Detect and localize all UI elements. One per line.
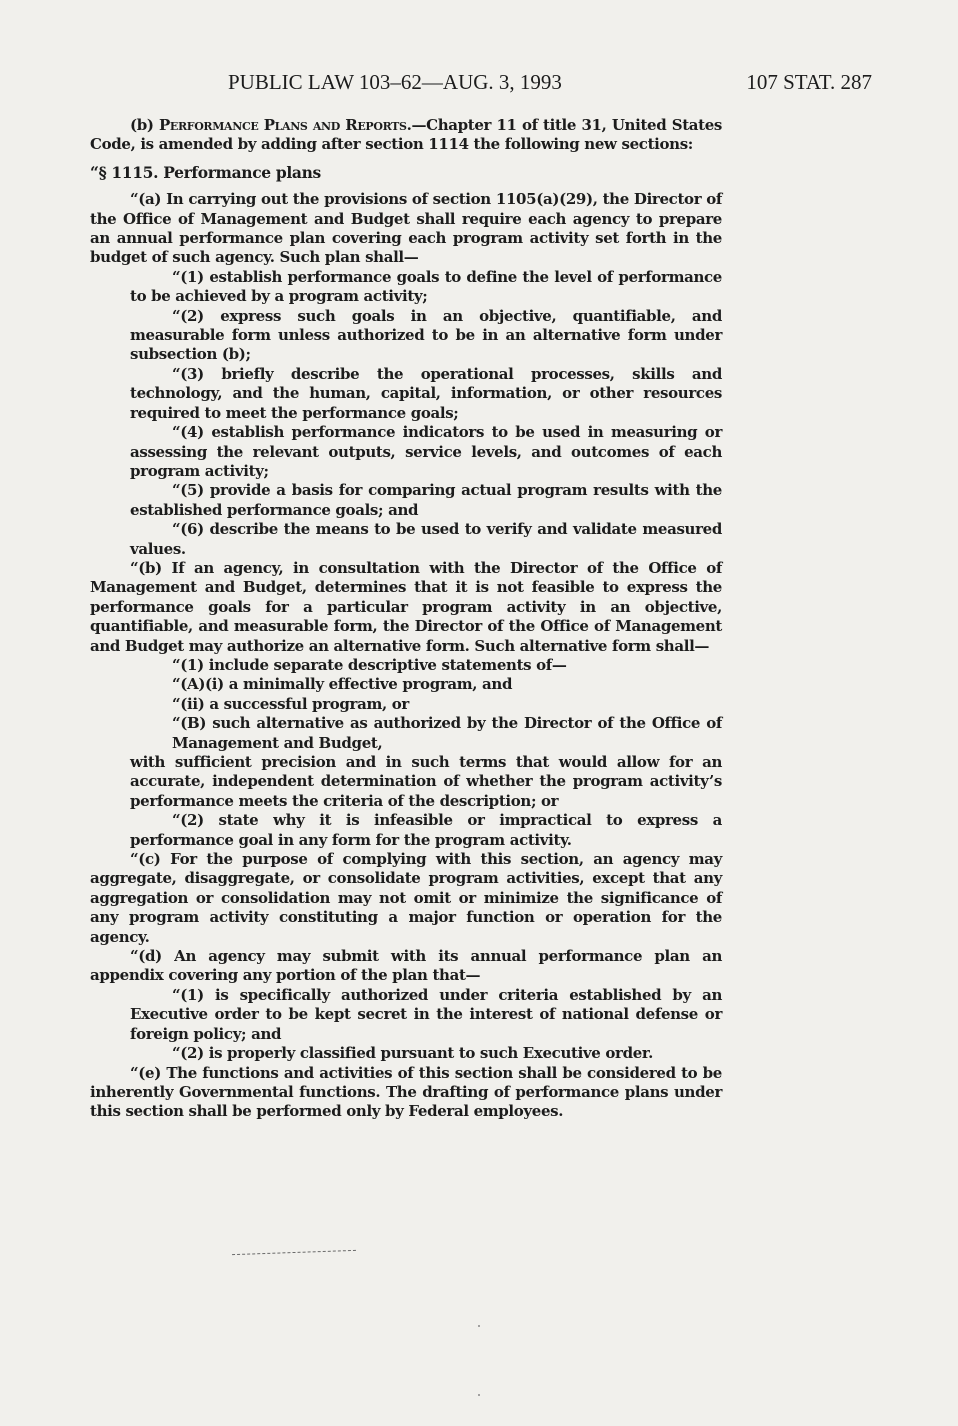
paragraph-d-1: “(1) is specifically authorized under criteria established by an Executive order to be kept secret in the interest of national defense or foreign policy; and (130, 985, 722, 1043)
paragraph-b-2: “(2) state why it is infeasible or impractical to express a performance goal in any form for the program activity. (130, 811, 722, 849)
paragraph-a-1: “(1) establish performance goals to define the level of performance to be achieved by a program activity; (130, 267, 722, 306)
paragraph-b-1-B: “(B) such alternative as authorized by the Director of the Office of Management and Budget, (172, 714, 722, 752)
intro-text: .—Chapter 11 of title 31, United States Code, is amended by adding after section 1114 the following new sections: (90, 116, 723, 154)
paragraph-d-2: “(2) is properly classified pursuant to such Executive order. (172, 1044, 653, 1063)
scan-speck (478, 1394, 480, 1396)
paragraph-a-2: “(2) express such goals in an objective, quantifiable, and measurable form unless authorized to be in an alternative form under subsection (b); (130, 306, 722, 364)
paragraph-b-1-tail: with sufficient precision and in such terms that would allow for an accurate, independent determination of whether the program activity’s performance meets the criteria of the description; or (130, 753, 722, 810)
paragraph-b-1-A-i: “(A)(i) a minimally effective program, and (172, 675, 513, 694)
paragraph-b: “(b) If an agency, in consultation with the Director of the Office of Management and Budget, determines that it is not feasible to express the performance goals for a particular program activity in an objective, quantifiable, and measurable form, the Director of the Office of Management and Budget may authorize an alternative form. Such alternative form shall— (90, 558, 722, 655)
paragraph-b-1-ii: “(ii) a successful program, or (172, 694, 409, 713)
header-title: PUBLIC LAW 103–62—AUG. 3, 1993 (228, 70, 562, 94)
document-body (90, 116, 722, 1122)
paragraph-d: “(d) An agency may submit with its annual performance plan an appendix covering any portion of the plan that— (90, 947, 722, 985)
section-heading: “§ 1115. Performance plans (90, 162, 321, 182)
paragraph-c: “(c) For the purpose of complying with this section, an agency may aggregate, disaggregate, or consolidate program activities, except that any aggregation or consolidation may not omit or minimize the significance of any program activity constituting a major function or operation for the agency. (90, 850, 722, 946)
intro-label: (b) (130, 116, 154, 134)
intro-paragraph (90, 116, 722, 155)
intro-caption: Performance Plans and Reports (158, 116, 407, 134)
header-stat-page: 107 STAT. 287 (746, 70, 872, 94)
scan-speck (478, 1325, 480, 1327)
paragraph-a: “(a) In carrying out the provisions of section 1105(a)(29), the Director of the Office of Management and Budget shall require each agency to prepare an annual performance plan covering each program activity set forth in the budget of such agency. Such plan shall— (90, 190, 722, 267)
paragraph-b-1: “(1) include separate descriptive statements of— (172, 655, 567, 674)
paragraph-a-6: “(6) describe the means to be used to verify and validate measured values. (130, 520, 722, 558)
paragraph-a-5: “(5) provide a basis for comparing actual program results with the established performance goals; and (130, 481, 722, 519)
paragraph-a-4: “(4) establish performance indicators to be used in measuring or assessing the relevant outputs, service levels, and outcomes of each program activity; (130, 423, 722, 480)
page-header (92, 70, 872, 100)
end-rule (232, 1250, 356, 1255)
paragraph-a-3: “(3) briefly describe the operational processes, skills and technology, and the human, capital, information, or other resources required to meet the performance goals; (130, 364, 722, 422)
paragraph-e: “(e) The functions and activities of this section shall be considered to be inherently Governmental functions. The drafting of performance plans under this section shall be performed only by Federal employees. (90, 1063, 722, 1121)
